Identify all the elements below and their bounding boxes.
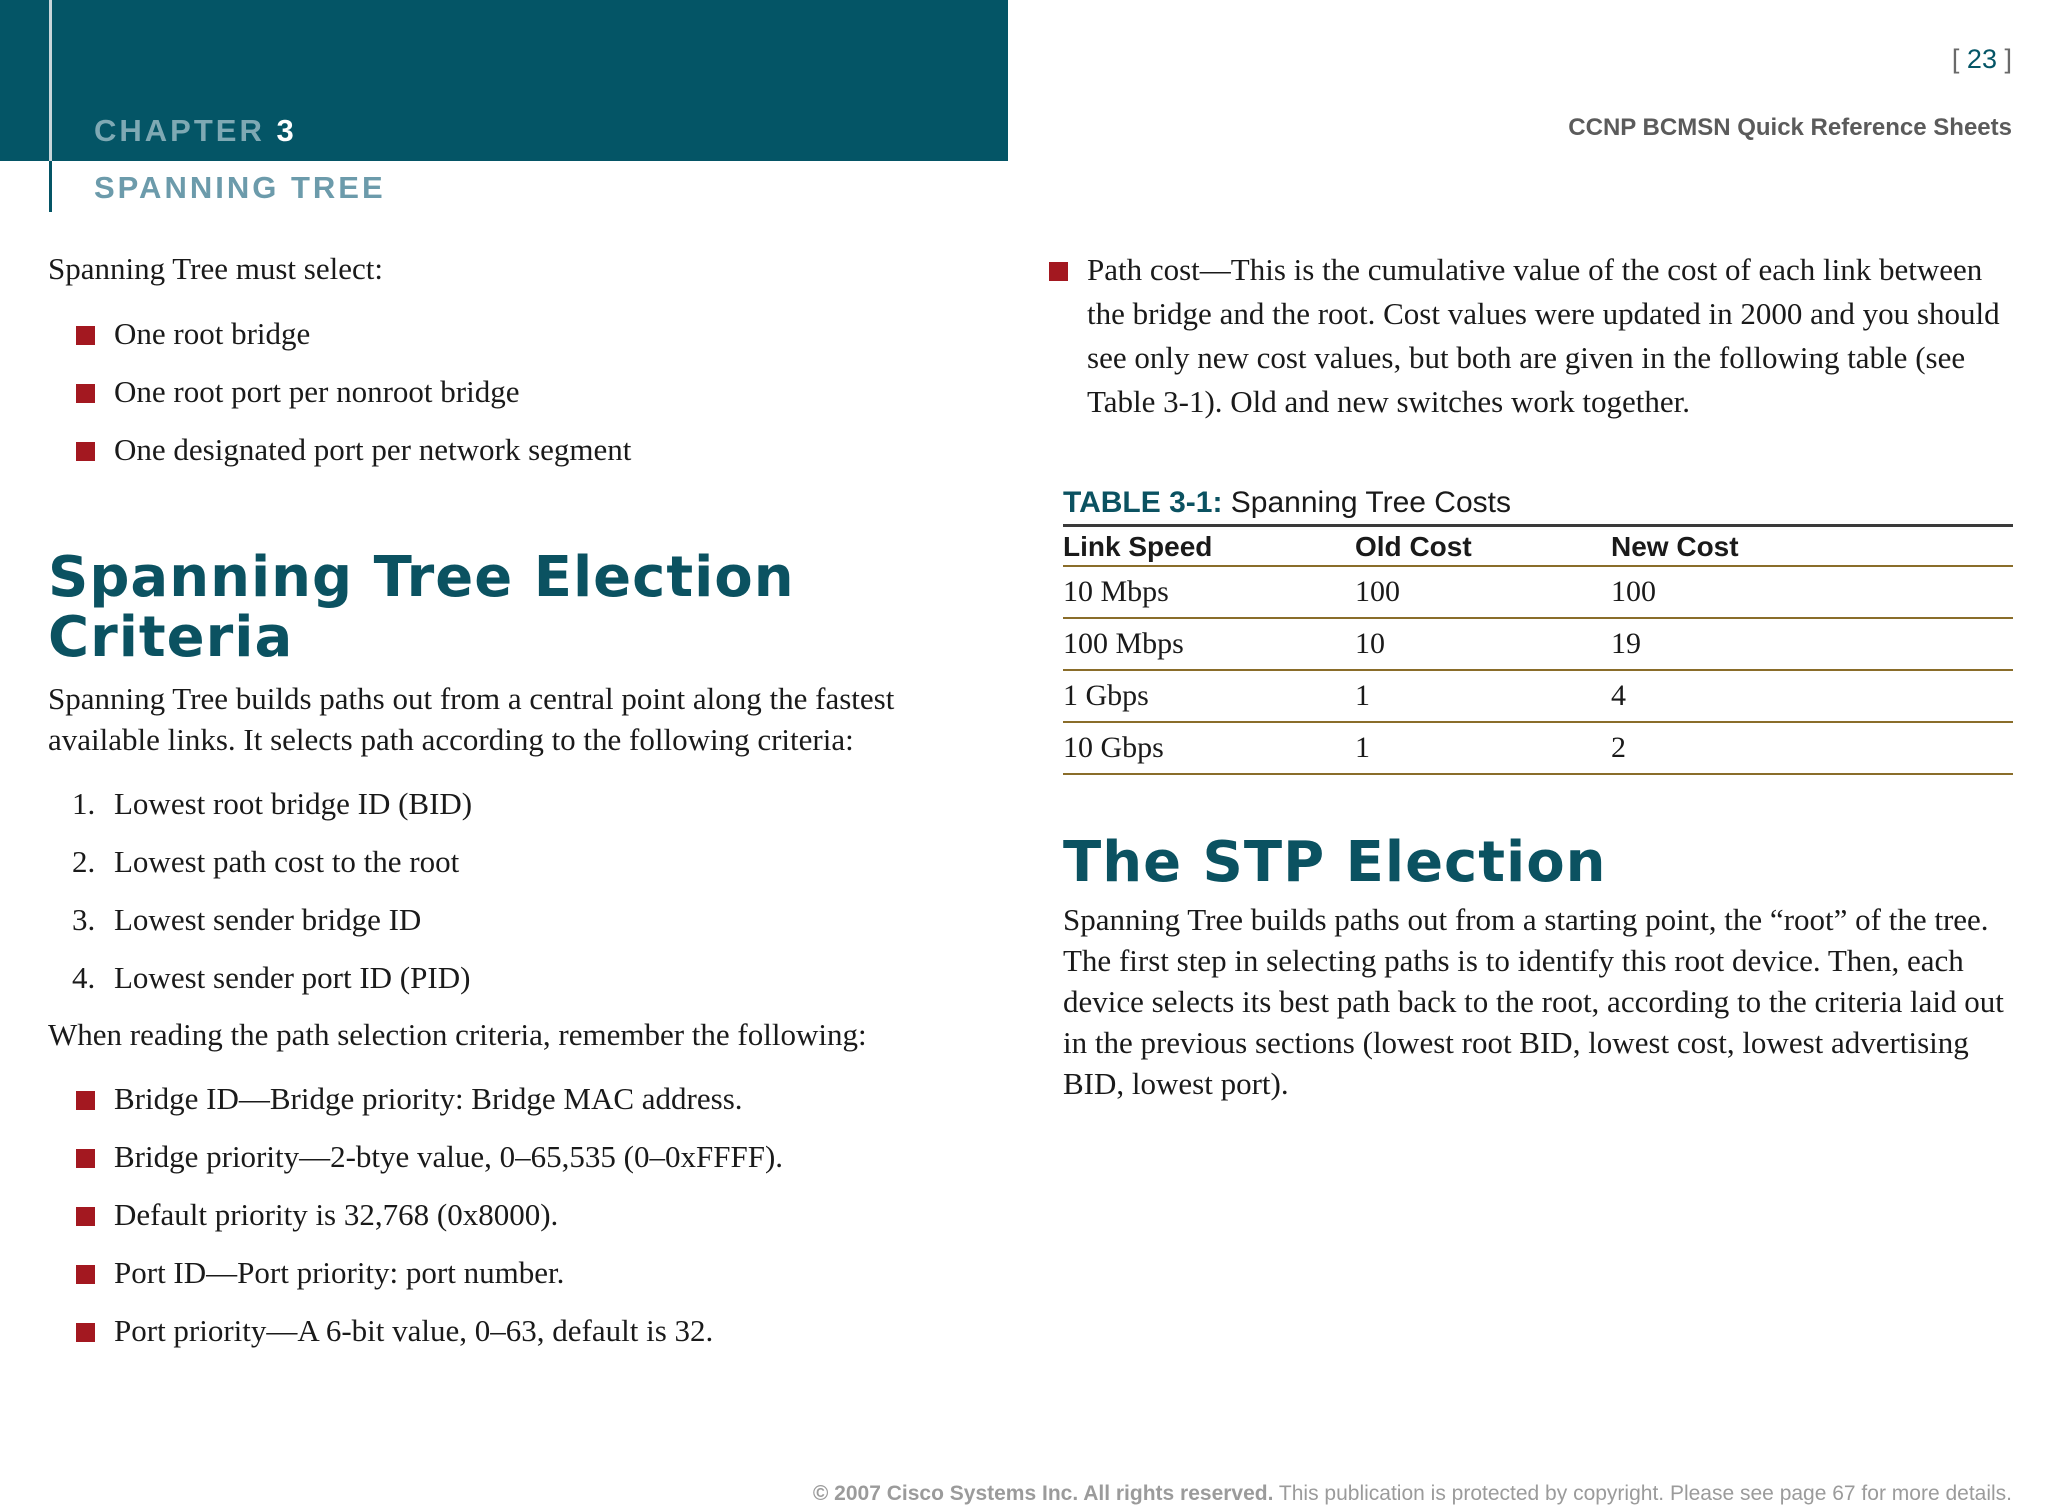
list-item: Bridge ID—Bridge priority: Bridge MAC address. [48,1077,968,1121]
criteria-list [48,782,968,1000]
book-title: CCNP BCMSN Quick Reference Sheets [1568,114,2012,141]
table-cell: 100 [1355,566,1611,618]
remember-list [48,1077,968,1353]
square-bullet-icon [76,442,95,461]
costs-table-block [1063,486,2013,775]
table-cell: 1 [1355,722,1611,774]
square-bullet-icon [1049,262,1068,281]
square-bullet-icon [76,1149,95,1168]
chapter-number: 3 [276,113,297,148]
list-item: One root bridge [48,312,968,356]
page-bracket-open: [ [1951,44,1960,74]
column-header: Link Speed [1063,526,1355,567]
column-header: New Cost [1611,526,2013,567]
table-caption-label: TABLE 3-1: [1063,486,1223,519]
table-cell: 10 [1355,618,1611,670]
square-bullet-icon [76,326,95,345]
table-cell: 10 Mbps [1063,566,1355,618]
list-item: 2. Lowest path cost to the root [72,844,460,879]
left-column [48,248,968,1353]
heading-election-criteria: Spanning Tree Election Criteria [48,545,795,670]
list-item: Bridge priority—2-btye value, 0–65,535 (0–0xFFFF). [48,1135,968,1179]
remember-intro: When reading the path selection criteria, remember the following: [48,1017,867,1052]
stp-election-text: Spanning Tree builds paths out from a starting point, the “root” of the tree. The first step in selecting paths is to identify this root device. Then, each device selects its best path back to the root, according to the criteria laid out in the previous sections (lowest root BID, lowest cost, lowest advertising BID, lowest port). [1063,902,2004,1101]
list-item: Port priority—A 6-bit value, 0–63, default is 32. [48,1309,968,1353]
criteria-intro: Spanning Tree builds paths out from a central point along the fastest available links. It selects path according to the following criteria: [48,681,895,757]
table-cell: 1 [1355,670,1611,722]
page-number [1952,44,2012,75]
square-bullet-icon [76,1207,95,1226]
table-row [1063,618,2013,670]
copyright-footer [813,1482,2012,1506]
list-item: 1. Lowest root bridge ID (BID) [72,786,473,821]
spanning-tree-costs-table [1063,524,2013,775]
heading-stp-election: The STP Election [1063,830,1607,895]
page-bracket-close: ] [2004,44,2012,74]
table-cell: 2 [1611,722,2013,774]
select-list [48,312,968,472]
list-item: 3. Lowest sender bridge ID [72,902,422,937]
table-caption [1063,486,2013,520]
section-label: SPANNING TREE [94,170,386,205]
page-number-value: 23 [1966,44,1997,74]
table-row [1063,670,2013,722]
list-item: Default priority is 32,768 (0x8000). [48,1193,968,1237]
table-cell: 19 [1611,618,2013,670]
square-bullet-icon [76,1323,95,1342]
list-item: 4. Lowest sender port ID (PID) [72,960,471,995]
table-cell: 100 Mbps [1063,618,1355,670]
chapter-label [94,113,297,149]
select-intro: Spanning Tree must select: [48,251,383,286]
table-row [1063,566,2013,618]
copyright-notice: This publication is protected by copyright. Please see page 67 for more details. [1278,1482,2012,1505]
list-item: Port ID—Port priority: port number. [48,1251,968,1295]
table-caption-title: Spanning Tree Costs [1230,486,1511,519]
table-cell: 100 [1611,566,2013,618]
square-bullet-icon [76,1091,95,1110]
table-cell: 10 Gbps [1063,722,1355,774]
copyright-text: © 2007 Cisco Systems Inc. All rights reserved. [812,1482,1274,1505]
column-header: Old Cost [1355,526,1611,567]
table-cell: 1 Gbps [1063,670,1355,722]
table-header-row [1063,526,2013,567]
right-column [1063,248,2013,1104]
square-bullet-icon [76,1265,95,1284]
table-row [1063,722,2013,774]
list-item: Path cost—This is the cumulative value of the cost of each link between the bridge and the root. Cost values were updated in 2000 and you should see only new cost values, but both are given in the following table (see Table 3-1). Old and new switches work together. [1021,248,2013,424]
table-cell: 4 [1611,670,2013,722]
chapter-word: CHAPTER [94,113,265,148]
list-item: One root port per nonroot bridge [48,370,968,414]
list-item: One designated port per network segment [48,428,968,472]
header-vertical-rule-highlight [49,0,52,161]
square-bullet-icon [76,384,95,403]
path-cost-list [1021,248,2013,424]
